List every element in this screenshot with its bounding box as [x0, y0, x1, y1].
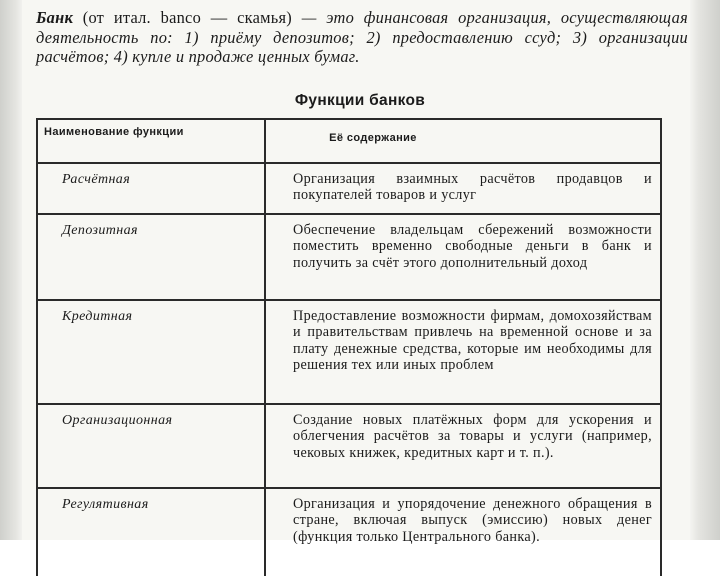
bank-functions-table [36, 118, 662, 576]
term-origin: (от итал. banco — скамья) [82, 8, 292, 27]
header-function-content: Её содержание [265, 119, 661, 163]
function-name: Регулятивная [37, 488, 265, 576]
function-name: Организационная [37, 404, 265, 488]
bank-definition-paragraph [36, 8, 688, 67]
function-content: Организация и упорядочение денежного обращения в стране, включая выпуск (эмиссию) новых денег (функция только Центрального банка). [265, 488, 661, 576]
table-row [37, 404, 661, 488]
table-row [37, 214, 661, 300]
function-content: Предоставление возможности фирмам, домохозяйствам и правительствам привлечь на временной основе и за плату денежные средства, которые им необходимы для решения тех или иных проблем [265, 300, 661, 404]
right-frame-edge [690, 0, 720, 540]
table-row [37, 163, 661, 214]
header-function-name: Наименование функции [37, 119, 265, 163]
function-content: Организация взаимных расчётов продавцов и покупателей товаров и услуг [265, 163, 661, 214]
table-title: Функции банков [294, 92, 426, 109]
function-name: Расчётная [37, 163, 265, 214]
function-content: Создание новых платёжных форм для ускорения и облегчения расчётов за товары и услуги (например, чековых книжек, кредитных карт и т. п.). [265, 404, 661, 488]
function-content: Обеспечение владельцам сбережений возможности поместить временно свободные деньги в банк и получить за счёт этого дополнительный доход [265, 214, 661, 300]
function-name: Кредитная [37, 300, 265, 404]
table-row [37, 300, 661, 404]
bank-definition: — это финансовая организация, осуществляющая деятельность по: 1) приёму депозитов; 2) предоставлению ссуд; 3) организации расчётов; 4) купле и продаже ценных бумаг. [36, 8, 688, 66]
left-frame-edge [0, 0, 22, 540]
function-name: Депозитная [37, 214, 265, 300]
table-header-row [37, 119, 661, 163]
bank-term: Банк [36, 8, 74, 27]
table-row [37, 488, 661, 576]
